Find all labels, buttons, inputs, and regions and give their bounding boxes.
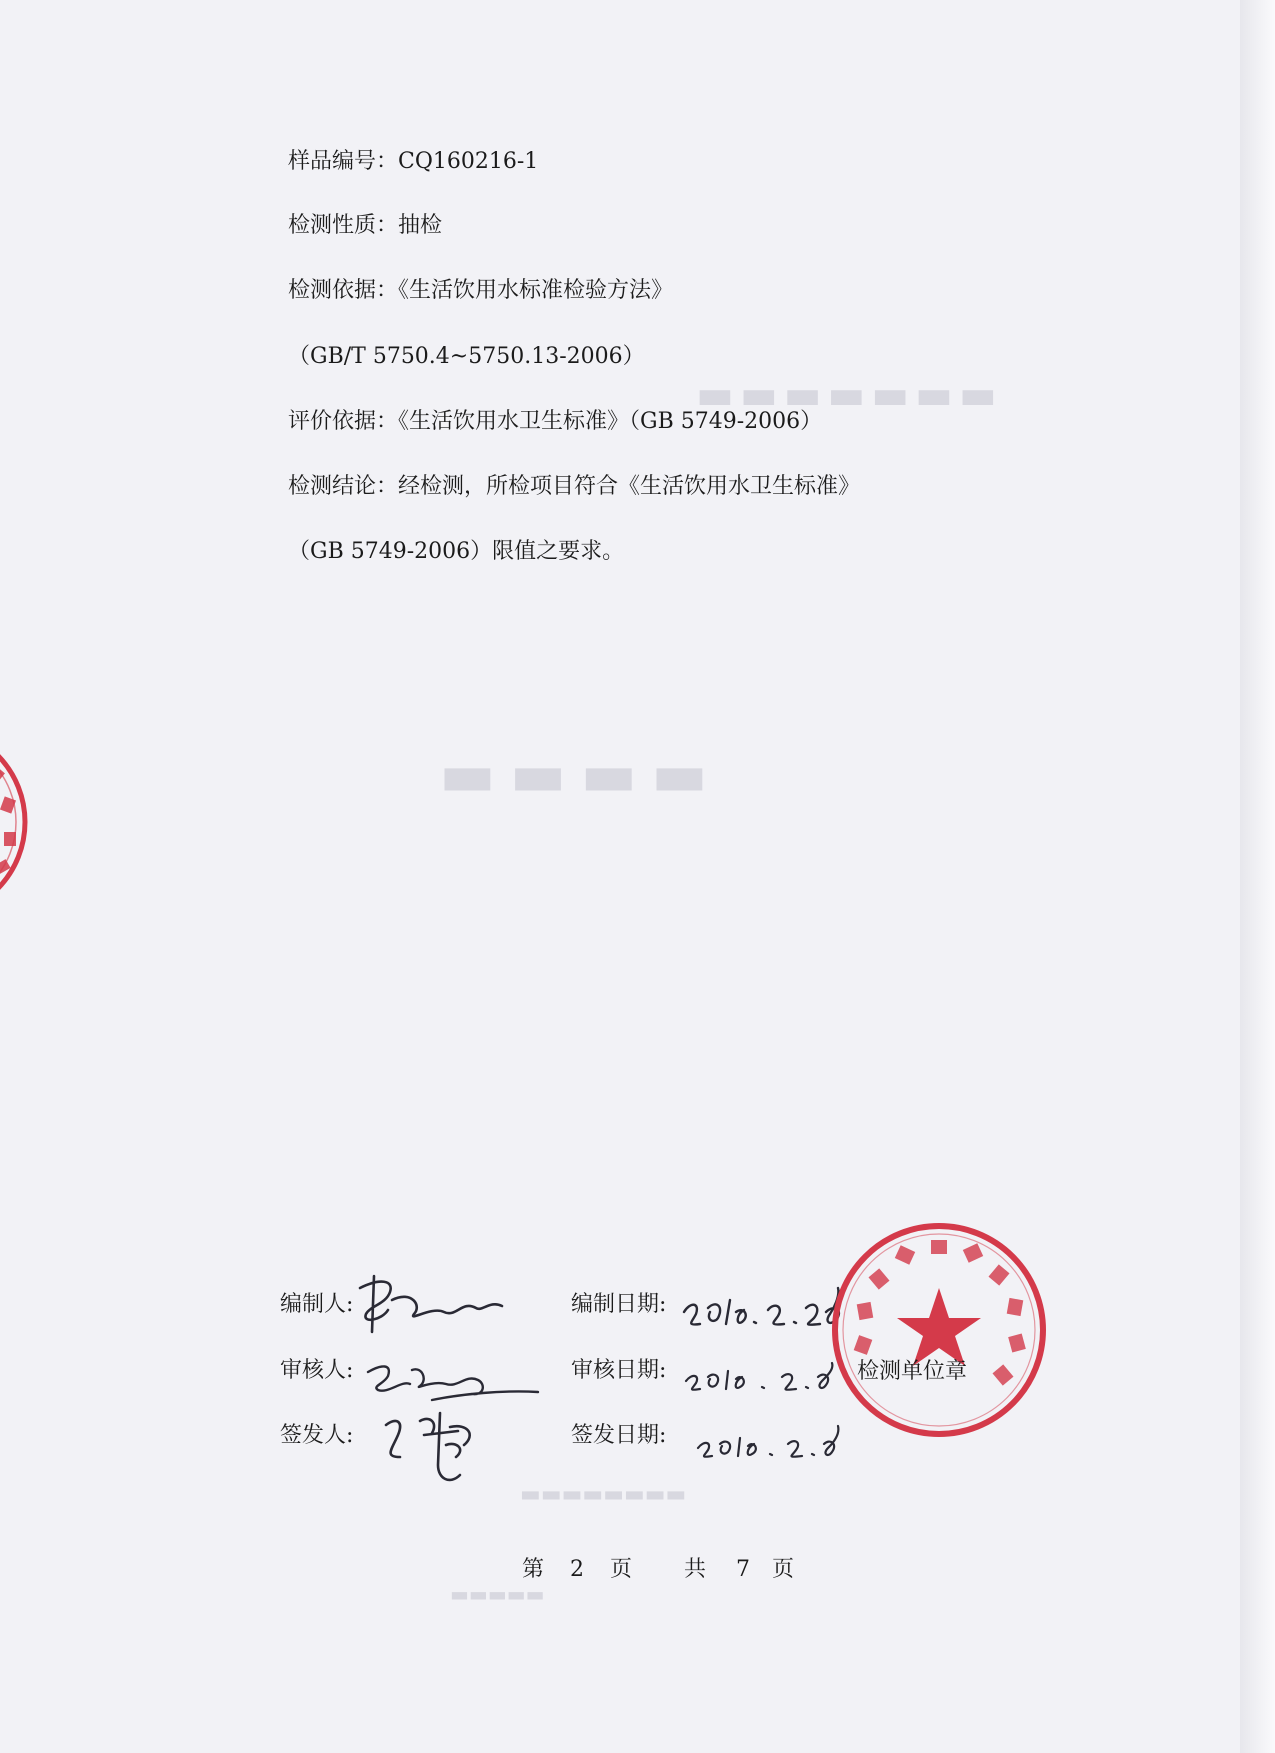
test-basis-line: 检测依据：《生活饮用水标准检验方法》 xyxy=(288,278,674,303)
prepared-by-signature xyxy=(352,1270,512,1340)
evaluation-basis-line: 评价依据：《生活饮用水卫生标准》（GB 5749-2006） xyxy=(288,409,823,434)
bleed-through-text: ▬▬▬▬ xyxy=(425,740,708,810)
reviewed-by-label: 审核人: xyxy=(280,1358,354,1383)
test-nature-line: 检测性质：抽检 xyxy=(288,213,443,238)
page-edge xyxy=(1240,0,1275,1753)
total-prefix: 共 xyxy=(684,1557,707,1582)
side-seal-stamp xyxy=(0,728,58,916)
prepared-date-handwriting xyxy=(680,1282,850,1332)
conclusion-line-2: （GB 5749-2006）限值之要求。 xyxy=(288,539,625,564)
page-number: 2 xyxy=(570,1557,584,1582)
reviewed-date-handwriting xyxy=(682,1355,842,1395)
reviewed-by-signature xyxy=(362,1350,542,1410)
official-seal-stamp xyxy=(827,1218,1052,1443)
total-pages: 7 xyxy=(736,1557,750,1582)
reviewed-date-label: 审核日期: xyxy=(571,1358,667,1383)
unit-seal-label: 检测单位章 xyxy=(857,1359,968,1384)
bleed-through-text: ▬▬▬▬▬ xyxy=(450,1582,545,1606)
conclusion-line-1: 检测结论：经检测，所检项目符合《生活饮用水卫生标准》 xyxy=(288,474,861,499)
issued-date-label: 签发日期: xyxy=(571,1423,667,1448)
prepared-date-label: 编制日期: xyxy=(571,1292,667,1317)
total-word: 页 xyxy=(772,1557,795,1582)
issued-by-label: 签发人: xyxy=(280,1423,354,1448)
issued-by-signature xyxy=(380,1405,490,1495)
page-prefix: 第 xyxy=(522,1557,545,1582)
bleed-through-text: ▬▬▬▬▬▬▬▬ xyxy=(520,1482,687,1507)
test-basis-standard: （GB/T 5750.4~5750.13-2006） xyxy=(288,344,645,369)
bleed-through-text: ▬▬▬▬▬▬▬ xyxy=(690,372,997,418)
sample-number-line: 样品编号：CQ160216-1 xyxy=(288,149,539,174)
page-word: 页 xyxy=(610,1557,633,1582)
prepared-by-label: 编制人: xyxy=(280,1292,354,1317)
